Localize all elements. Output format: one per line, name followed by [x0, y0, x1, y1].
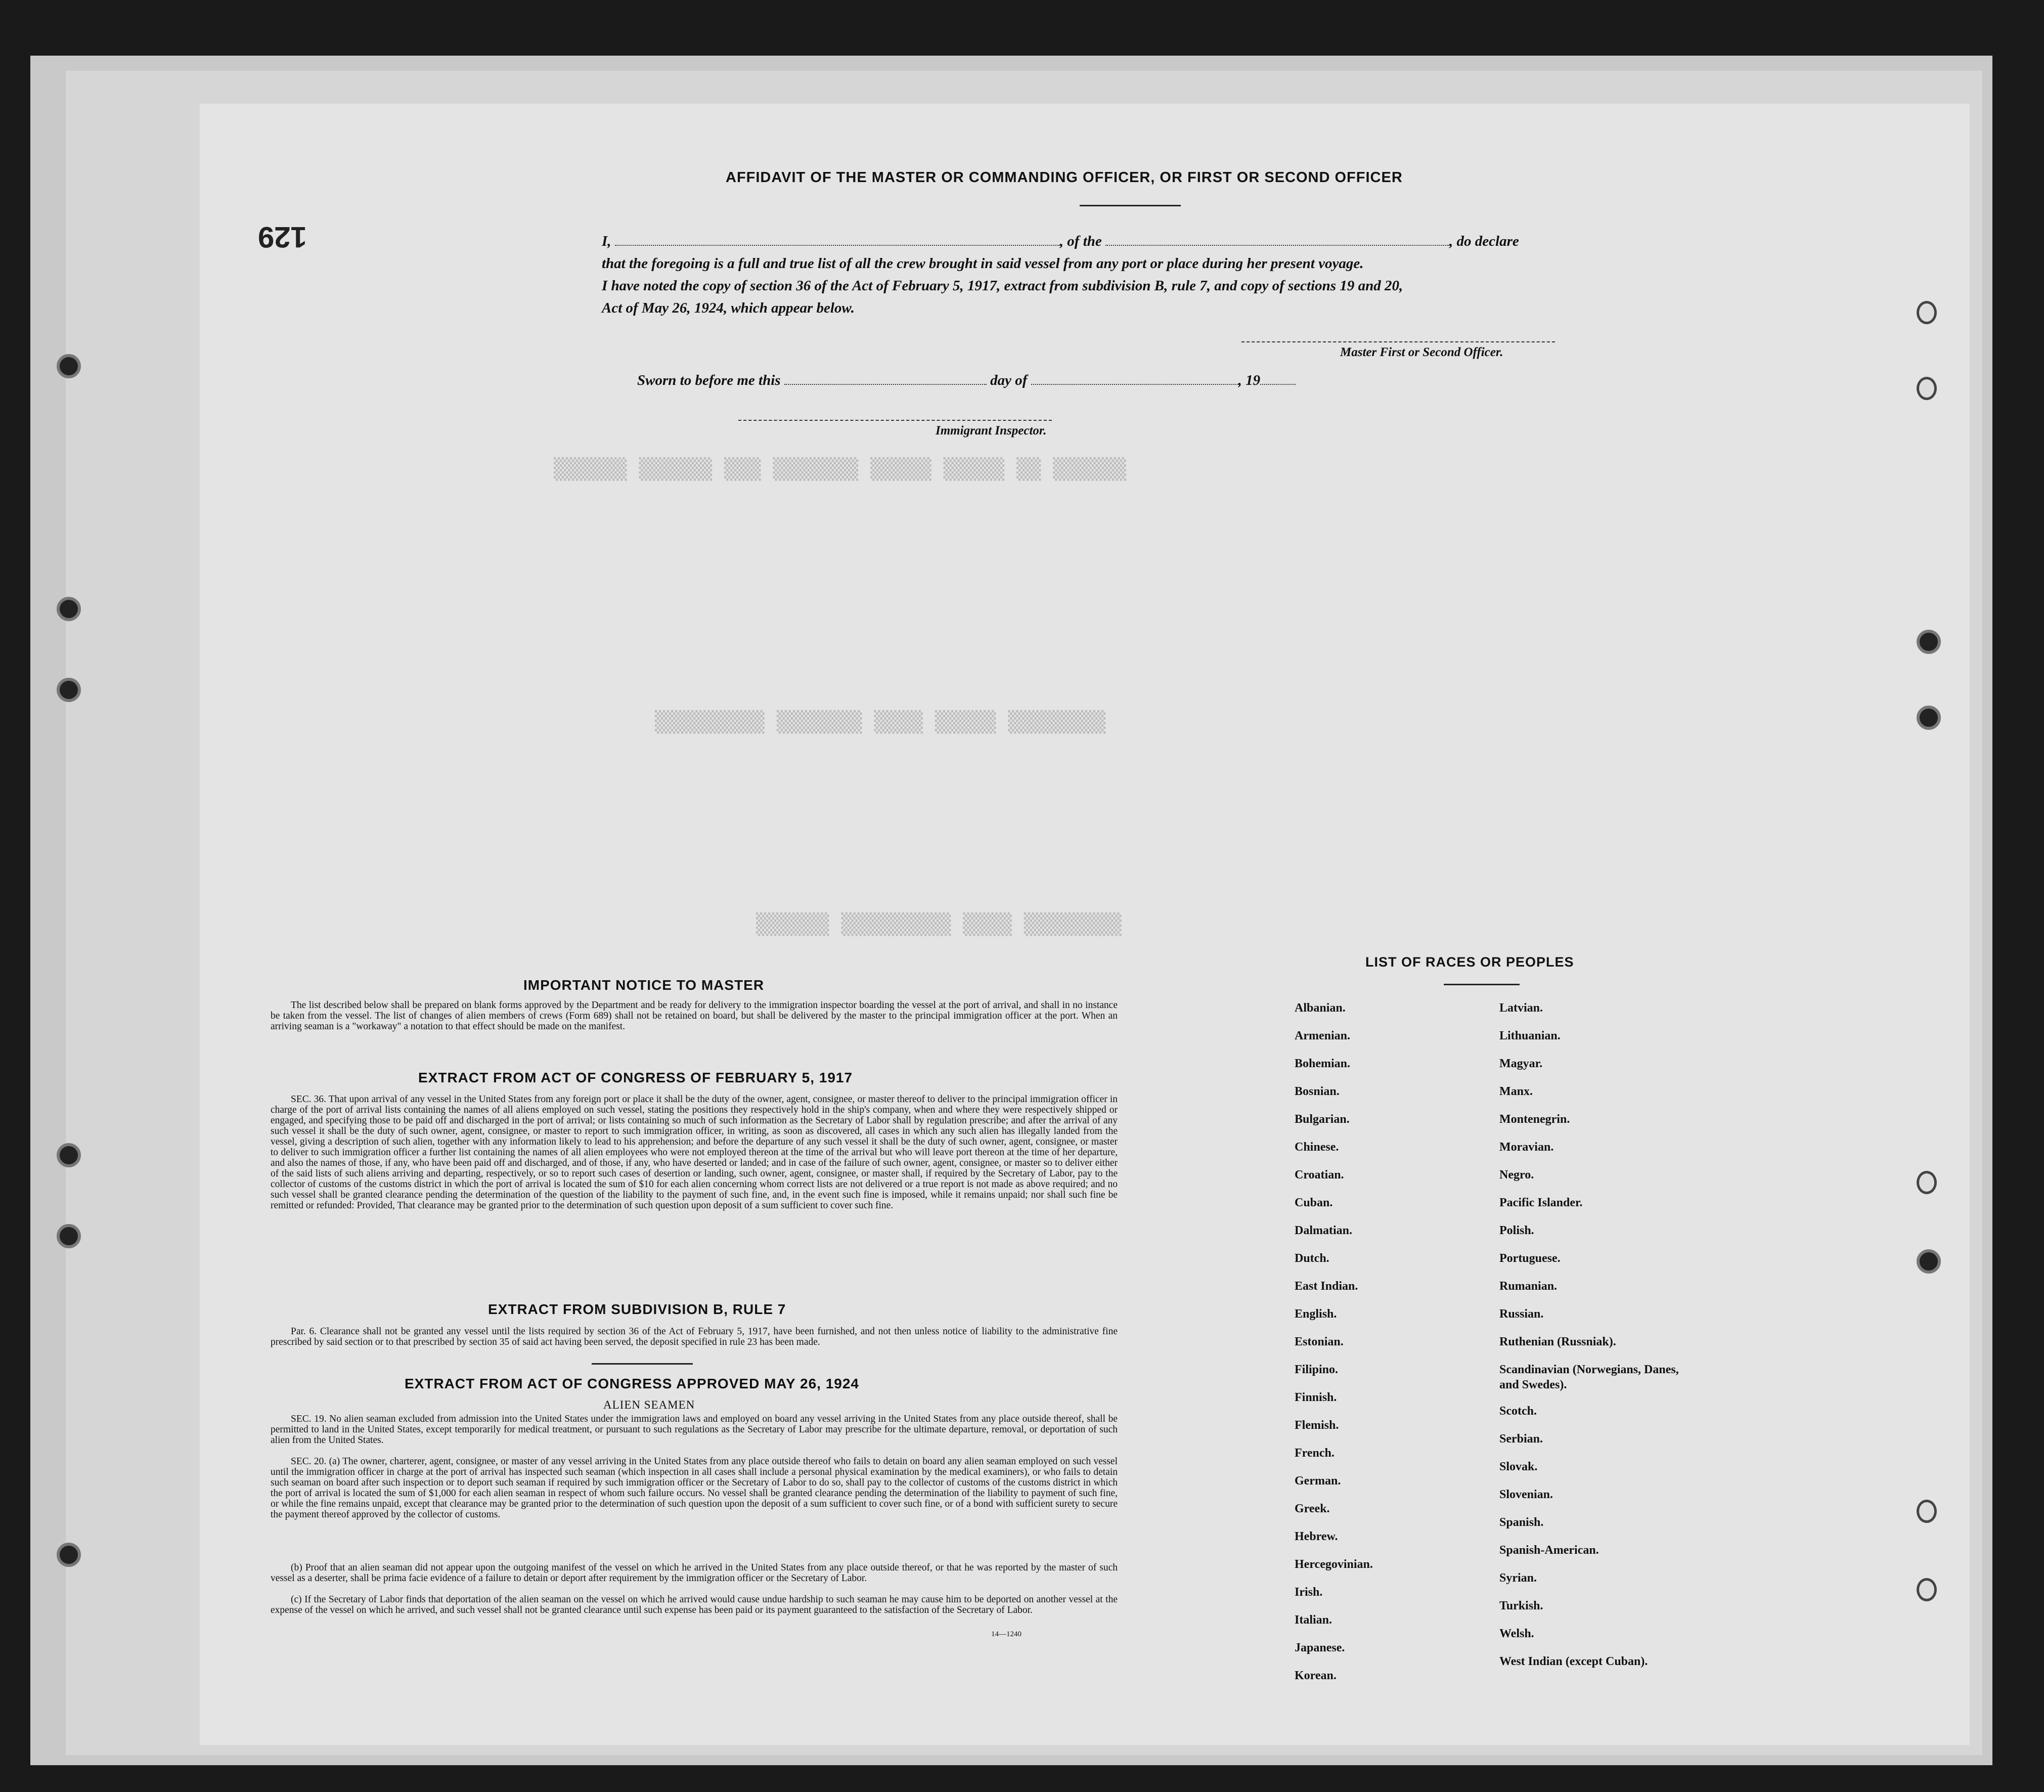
race-item: Montenegrin.: [1499, 1113, 1570, 1126]
punch-hole: [1917, 301, 1937, 324]
inspector-signature-line[interactable]: [738, 420, 1052, 421]
punch-hole: [1917, 706, 1941, 730]
title-divider: [1080, 205, 1181, 206]
sec-20c-text: (c) If the Secretary of Labor finds that deportation of the alien seaman on the vessel on which he arrived would cause undue hardship to such seaman he may cause him to be deported on another vessel at the expense of the vessel on which he arrived, and such vessel shall not be granted clearance until such expense has been paid or its payment guaranteed to the satisfaction of the Secretary of Labor.: [271, 1594, 1118, 1615]
sworn-year: , 19: [1238, 372, 1261, 388]
bleed-through-text: ▒▒▒▒▒▒ ▒▒▒▒▒▒ ▒▒▒ ▒▒▒▒▒▒▒ ▒▒▒▒▒ ▒▒▒▒▒ ▒▒ ▒▒▒▒▒▒: [554, 458, 1126, 481]
race-item: Irish.: [1295, 1586, 1323, 1599]
race-item: Rumanian.: [1499, 1280, 1558, 1293]
race-item: Armenian.: [1295, 1029, 1350, 1042]
race-item: Finnish.: [1295, 1391, 1337, 1404]
sworn-day: day of: [990, 372, 1028, 388]
race-item: Estonian.: [1295, 1335, 1344, 1348]
punch-hole: [1917, 630, 1941, 654]
punch-hole: [1917, 377, 1937, 400]
race-item: Japanese.: [1295, 1641, 1345, 1654]
sec-20a-text: SEC. 20. (a) The owner, charterer, agent, consignee, or master of any vessel arriving in the United States from any place outside thereof who fails to detain on board any alien seaman employed on such vessel until the immigration officer in charge at the port of arrival has inspected such seaman (which inspection in all cases shall include a personal physical examination by the medical examiners), or who fails to detain such seaman on board after such inspection or to deport such seaman if required by such immigration officer or the Secretary of Labor to do so, shall pay to the collector of customs of the customs district in which the port of arrival is located the sum of $1,000 for each alien seaman in respect of whom such failure occurs. No vessel shall be granted clearance pending the determination of the liability to payment of such fine, or while the fine remains unpaid, except that clearance may be granted prior to the determination of such question upon the deposit of a sum sufficient to cover such fine, or of a bond with sufficient surety to secure the payment thereof approved by the collector of customs.: [271, 1456, 1118, 1520]
manifest-back-page: [200, 104, 1970, 1745]
affidavit-of-the: , of the: [1059, 233, 1102, 249]
race-item: Spanish.: [1499, 1516, 1544, 1529]
punch-hole: [57, 1143, 81, 1167]
notice-text: The list described below shall be prepared on blank forms approved by the Department and be ready for delivery to the immigration inspector boarding the vessel at the port of arrival, and shall in no instance be taken from the vessel. The list of changes of alien members of crews (Form 689) shall not be retained on board, but shall be delivered by the master to the principal immigration officer at the port. When an arriving seaman is a "workaway" a notation to that effect should be made on the manifest.: [271, 1000, 1118, 1032]
extract-1924-title: EXTRACT FROM ACT OF CONGRESS APPROVED MAY 26, 1924: [405, 1376, 859, 1391]
race-item: Magyar.: [1499, 1057, 1543, 1070]
race-item: Slovak.: [1499, 1460, 1538, 1473]
vessel-blank[interactable]: [1105, 245, 1449, 246]
race-item: Albanian.: [1295, 1001, 1346, 1015]
race-item: German.: [1295, 1474, 1341, 1488]
sworn-prefix: Sworn to before me this: [637, 372, 781, 388]
punch-hole: [1917, 1171, 1937, 1194]
race-item: Pacific Islander.: [1499, 1196, 1583, 1209]
race-item: West Indian (except Cuban).: [1499, 1655, 1648, 1668]
sec-20b-text: (b) Proof that an alien seaman did not appear upon the outgoing manifest of the vessel on which he arrived in the United States from any place outside thereof, or that he was reported by the master of such vessel as a deserter, shall be prima facie evidence of a failure to detain or deport after requirement by the immigration officer or the Secretary of Labor.: [271, 1562, 1118, 1584]
race-item: Bosnian.: [1295, 1085, 1340, 1098]
subdivision-b-text: Par. 6. Clearance shall not be granted any vessel until the lists required by section 36 of the Act of February 5, 1917, have been furnished, and not then unless notice of liability to the administrative fine prescribed by said section or to that prescribed by section 35 of said act having been served, the deposit specified in rule 23 has been made.: [271, 1326, 1118, 1347]
punch-hole: [57, 1224, 81, 1248]
race-item: Lithuanian.: [1499, 1029, 1561, 1042]
races-title: LIST OF RACES OR PEOPLES: [1365, 954, 1574, 970]
punch-hole: [1917, 1500, 1937, 1523]
master-label: Master First or Second Officer.: [1340, 345, 1503, 359]
race-item: Hebrew.: [1295, 1530, 1338, 1543]
punch-hole: [1917, 1249, 1941, 1274]
races-column-1: [1295, 1000, 1461, 1696]
sworn-line: [637, 369, 1396, 391]
races-column-2: [1499, 1000, 1697, 1682]
race-item: Serbian.: [1499, 1432, 1543, 1446]
margin-number: 129: [258, 221, 307, 253]
race-item: English.: [1295, 1307, 1337, 1321]
race-item: Welsh.: [1499, 1627, 1534, 1640]
extract-1917-title: EXTRACT FROM ACT OF CONGRESS OF FEBRUARY 5, 1917: [418, 1070, 853, 1085]
sworn-year-blank[interactable]: [1260, 384, 1296, 385]
race-item: Negro.: [1499, 1168, 1534, 1182]
punch-hole: [57, 597, 81, 621]
punch-hole: [1917, 1578, 1937, 1601]
race-item: Italian.: [1295, 1613, 1332, 1627]
race-item: Latvian.: [1499, 1001, 1543, 1015]
bleed-through-text: ▒▒▒▒▒▒ ▒▒▒▒▒▒▒▒▒ ▒▒▒▒ ▒▒▒▒▒▒▒▒: [756, 913, 1122, 936]
affidavit-i: I,: [602, 233, 611, 249]
race-item: Dutch.: [1295, 1252, 1329, 1265]
sworn-day-blank[interactable]: [784, 384, 987, 385]
affidavit-title: AFFIDAVIT OF THE MASTER OR COMMANDING OFFICER, OR FIRST OR SECOND OFFICER: [726, 169, 1403, 186]
affidavit-declare: , do declare: [1449, 233, 1519, 249]
race-item: Korean.: [1295, 1669, 1337, 1682]
race-item: Greek.: [1295, 1502, 1330, 1515]
race-item: Manx.: [1499, 1085, 1533, 1098]
affidavit-line-1: [602, 230, 1699, 252]
race-item: Slovenian.: [1499, 1488, 1553, 1501]
subdivision-b-title: EXTRACT FROM SUBDIVISION B, RULE 7: [488, 1301, 786, 1317]
race-item: Croatian.: [1295, 1168, 1344, 1182]
race-item: Bohemian.: [1295, 1057, 1351, 1070]
race-item: Chinese.: [1295, 1141, 1339, 1154]
inspector-label: Immigrant Inspector.: [936, 424, 1047, 438]
master-signature-line[interactable]: [1241, 341, 1555, 342]
race-item: Portuguese.: [1499, 1252, 1561, 1265]
extract-1917-text: SEC. 36. That upon arrival of any vessel in the United States from any foreign port or place it shall be the duty of the owner, agent, consignee, or master thereof to deliver to the principal immigration officer in charge of the port of arrival lists containing the names of all aliens employed on such vessel, stating the positions they respectively hold in the ship's company, when and where they were respectively shipped or engaged, and specifying those to be paid off and discharged in the port of arrival; or lists containing so much of such information as the Secretary of Labor shall by regulation prescribe; and after the arrival of any such vessel it shall be the duty of such owner, agent, consignee, or master to report to such immigration officer, in writing, as soon as discovered, all cases in which any such alien has illegally landed from the vessel, giving a description of such alien, together with any information likely to lead to his apprehension; and before the departure of any such vessel it shall be the duty of such owner, agent, consignee, or master to deliver to such immigration officer a further list containing the names of all alien employees who were not employed thereon at the time of the arrival but who will leave port thereon at the time of her departure, and also the names of those, if any, who have been paid off and discharged, and of those, if any, who have deserted or landed; and in case of the failure of such owner, agent, consignee, or master so to deliver either of the said lists of such aliens arriving and departing, respectively, or so to report such cases of desertion or landing, such owner, agent, consignee, or master shall, if required by the Secretary of Labor, pay to the collector of customs of the customs district in which the port of arrival is located the sum of $10 for each alien concerning whom correct lists are not delivered or a true report is not made as above required; and no such vessel shall be granted clearance pending the determination of the question of the liability to the payment of such fine, and, in the event such fine is imposed, while it remains unpaid; nor shall such fine be remitted or refunded: Provided, That clearance may be granted prior to the determination of such question upon deposit of a sum sufficient to cover such fine.: [271, 1094, 1118, 1211]
name-blank[interactable]: [615, 245, 1060, 246]
race-item: French.: [1295, 1447, 1335, 1460]
race-item: Scotch.: [1499, 1405, 1537, 1418]
notice-title: IMPORTANT NOTICE TO MASTER: [523, 977, 765, 993]
race-item: Moravian.: [1499, 1141, 1554, 1154]
affidavit-line-2: that the foregoing is a full and true list of all the crew brought in said vessel from any port or place during her present voyage.: [602, 255, 1364, 272]
alien-seamen-subtitle: ALIEN SEAMEN: [603, 1398, 695, 1411]
punch-hole: [57, 1543, 81, 1567]
sec-19-text: SEC. 19. No alien seaman excluded from admission into the United States under the immigration laws and employed on board any vessel arriving in the United States from any place outside thereof, shall be permitted to land in the United States, except temporarily for medical treatment, or pursuant to such regulations as the Secretary of Labor may prescribe for the ultimate departure, removal, or deportation of such alien from the United States.: [271, 1414, 1118, 1446]
race-item: Scandinavian (Norwegians, Danes, and Swedes).: [1499, 1363, 1679, 1391]
race-item: East Indian.: [1295, 1280, 1358, 1293]
section-divider: [592, 1363, 693, 1365]
race-item: Bulgarian.: [1295, 1113, 1350, 1126]
race-item: Flemish.: [1295, 1419, 1339, 1432]
punch-hole: [57, 678, 81, 702]
race-item: Polish.: [1499, 1224, 1534, 1237]
race-item: Russian.: [1499, 1307, 1544, 1321]
race-item: Filipino.: [1295, 1363, 1339, 1376]
sworn-month-blank[interactable]: [1031, 384, 1238, 385]
race-item: Cuban.: [1295, 1196, 1333, 1209]
affidavit-line-3: I have noted the copy of section 36 of the Act of February 5, 1917, extract from subdivision B, rule 7, and copy of sections 19 and 20,: [602, 278, 1403, 294]
form-code: 14—1240: [991, 1630, 1021, 1638]
bleed-through-text: ▒▒▒▒▒▒▒▒▒ ▒▒▒▒▒▒▒ ▒▒▒▒ ▒▒▒▒▒ ▒▒▒▒▒▒▒▒: [655, 711, 1106, 734]
race-item: Syrian.: [1499, 1571, 1537, 1585]
race-item: Spanish-American.: [1499, 1544, 1599, 1557]
race-item: Ruthenian (Russniak).: [1499, 1335, 1616, 1348]
race-item: Dalmatian.: [1295, 1224, 1352, 1237]
races-divider: [1444, 984, 1520, 985]
punch-hole: [57, 354, 81, 378]
affidavit-line-4: Act of May 26, 1924, which appear below.: [602, 300, 855, 316]
race-item: Turkish.: [1499, 1599, 1543, 1612]
race-item: Hercegovinian.: [1295, 1558, 1373, 1571]
